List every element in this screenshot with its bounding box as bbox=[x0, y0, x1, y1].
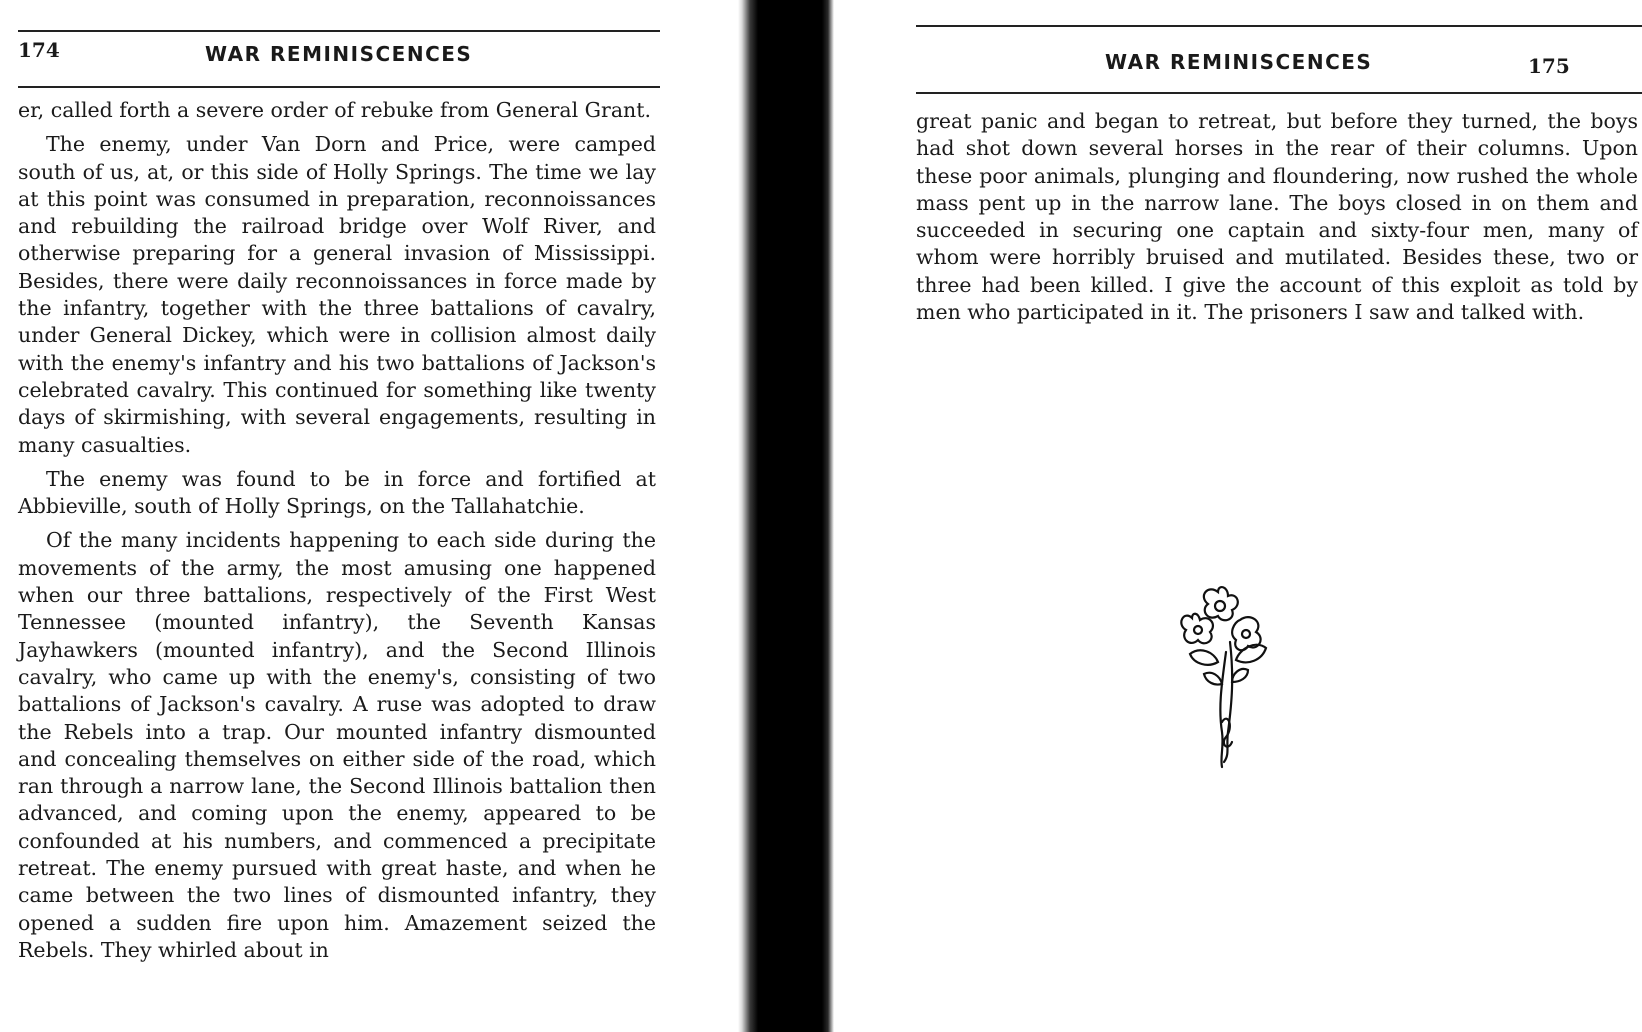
paragraph: The enemy, under Van Dorn and Price, were camped south of us, at, or this side of Holly Springs. The time we lay at this point was consumed in preparation, reconnoissances and rebuilding the railroad bridge over Wolf River, and otherwise preparing for a general invasion of Mississippi. Besides, there were daily reconnoissances in force made by the infantry, together with the three battalions of cavalry, under General Dickey, which were in collision almost daily with the enemy's infantry and his two battalions of Jackson's celebrated cavalry. This continued for something like twenty days of skirmishing, with several engagements, resulting in many casualties. bbox=[18, 132, 656, 457]
body-text-right bbox=[916, 108, 1638, 326]
book-gutter bbox=[738, 0, 834, 1032]
paragraph: er, called forth a severe order of rebuke from General Grant. bbox=[18, 98, 651, 122]
top-rule-right bbox=[916, 25, 1642, 27]
page-number-right: 175 bbox=[1528, 54, 1570, 78]
flower-spray-icon bbox=[1178, 582, 1278, 776]
running-head-left: WAR REMINISCENCES bbox=[205, 42, 473, 66]
right-page bbox=[830, 0, 1642, 1032]
paragraph: The enemy was found to be in force and fortified at Abbieville, south of Holly Springs, on the Tallahatchie. bbox=[18, 466, 656, 519]
page-number-left: 174 bbox=[18, 38, 60, 62]
paragraph: great panic and began to retreat, but before they turned, the boys had shot down several horses in the rear of their columns. Upon these poor animals, plunging and floundering, now rushed the whole mass pent up in the narrow lane. The boys closed in on them and succeeded in securing one captain and sixty-four men, many of whom were horribly bruised and mutilated. Besides these, two or three had been killed. I give the account of this exploit as told by men who participated in it. The prisoners I saw and talked with. bbox=[916, 109, 1638, 325]
top-rule-left bbox=[18, 30, 660, 32]
left-page bbox=[0, 0, 740, 1032]
head-rule-left bbox=[18, 86, 660, 88]
body-text-left bbox=[18, 97, 656, 964]
head-rule-right bbox=[916, 92, 1642, 94]
paragraph: Of the many incidents happening to each side during the movements of the army, the most amusing one happened when our three battalions, respectively of the First West Tennessee (mounted infantry), the Seventh Kansas Jayhawkers (mounted infantry), and the Second Illinois cavalry, who came up with the enemy's, consisting of two battalions of Jackson's cavalry. A ruse was adopted to draw the Rebels into a trap. Our mounted infantry dismounted and concealing themselves on either side of the road, which ran through a narrow lane, the Second Illinois battalion then advanced, and coming upon the enemy, appeared to be confounded at his numbers, and commenced a precipitate retreat. The enemy pursued with great haste, and when he came between the two lines of dismounted infantry, they opened a sudden fire upon him. Amazement seized the Rebels. They whirled about in bbox=[18, 528, 656, 962]
running-head-right: WAR REMINISCENCES bbox=[1105, 50, 1373, 74]
